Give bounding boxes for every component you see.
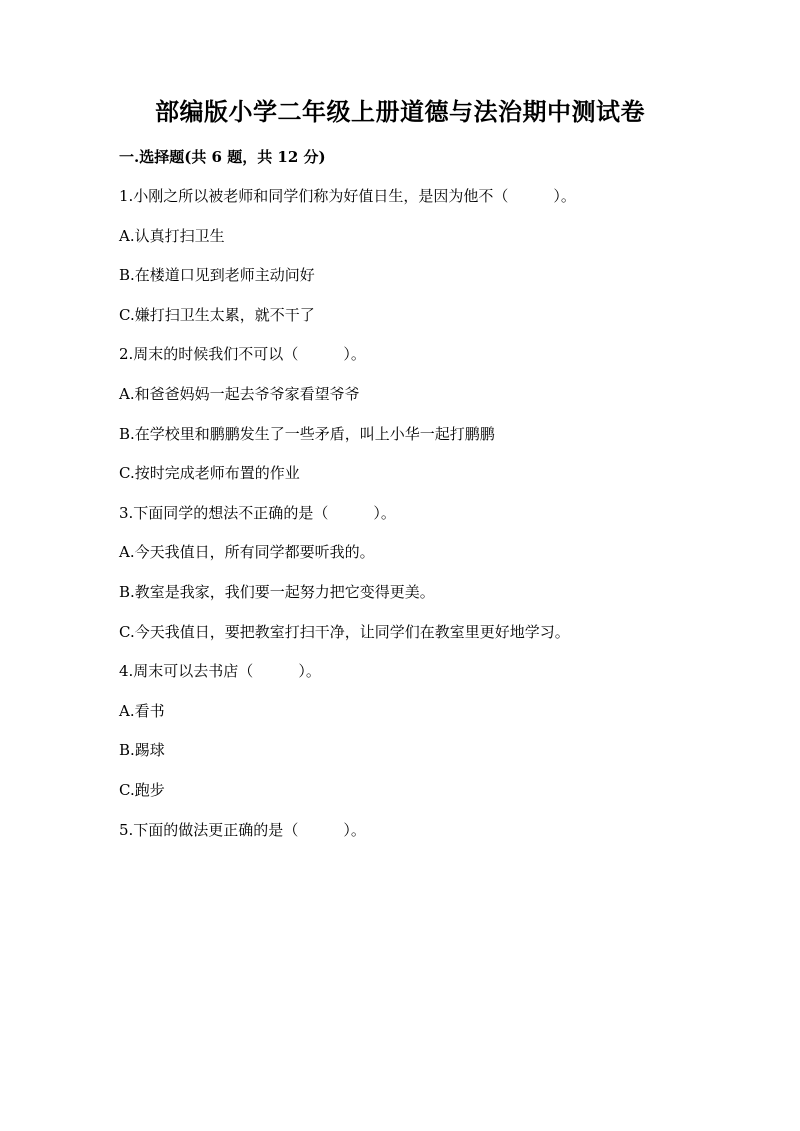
question-1 <box>119 185 719 343</box>
option-c: C.嫌打扫卫生太累，就不干了 <box>119 305 315 324</box>
question-stem: 1.小刚之所以被老师和同学们称为好值日生，是因为他不（ ）。 <box>119 187 576 205</box>
question-2 <box>119 343 719 501</box>
option-c: C.按时完成老师布置的作业 <box>119 464 300 483</box>
question-3 <box>119 502 719 660</box>
option-a: A.认真打扫卫生 <box>119 226 225 245</box>
option-a: A.看书 <box>119 701 165 720</box>
page-title: 部编版小学二年级上册道德与法治期中测试卷 <box>155 97 645 126</box>
section-heading: 一.选择题(共 6 题，共 12 分) <box>119 148 326 166</box>
option-a: A.和爸爸妈妈一起去爷爷家看望爷爷 <box>119 384 360 403</box>
question-stem: 4.周末可以去书店（ ）。 <box>119 662 321 681</box>
option-c: C.跑步 <box>119 780 165 799</box>
option-b: B.在学校里和鹏鹏发生了一些矛盾，叫上小华一起打鹏鹏 <box>119 424 495 443</box>
question-list <box>119 185 719 858</box>
question-stem: 3.下面同学的想法不正确的是（ ）。 <box>119 503 396 522</box>
question-5 <box>119 819 719 859</box>
question-stem: 5.下面的做法更正确的是（ ）。 <box>119 820 366 839</box>
option-a: A.今天我值日，所有同学都要听我的。 <box>119 543 375 562</box>
question-4 <box>119 660 719 818</box>
option-b: B.踢球 <box>119 741 165 760</box>
option-b: B.教室是我家，我们要一起努力把它变得更美。 <box>119 582 435 601</box>
question-stem: 2.周末的时候我们不可以（ ）。 <box>119 345 366 364</box>
option-c: C.今天我值日，要把教室打扫干净，让同学们在教室里更好地学习。 <box>119 622 570 641</box>
option-b: B.在楼道口见到老师主动问好 <box>119 266 315 285</box>
